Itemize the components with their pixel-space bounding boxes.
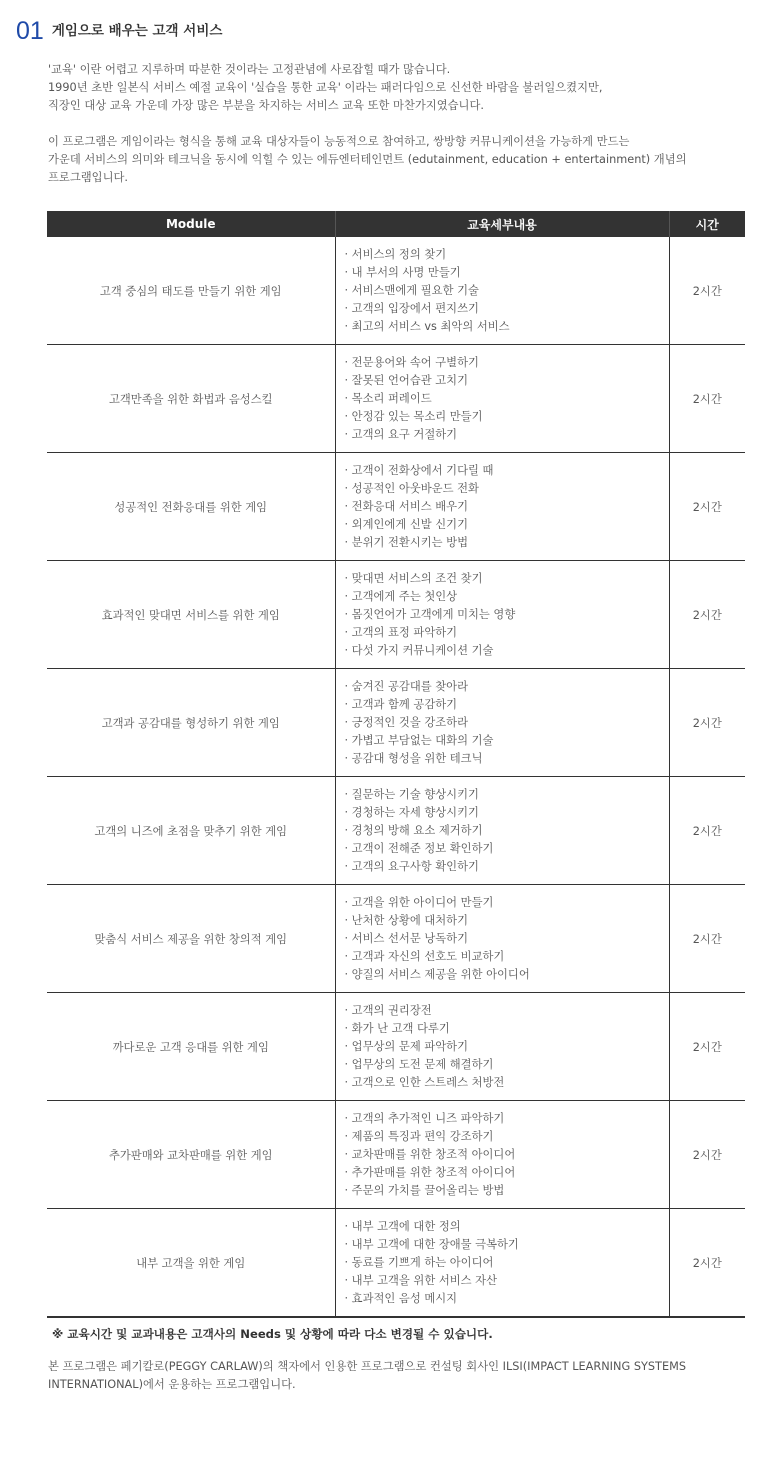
- detail-item: · 주문의 가치를 끌어올리는 방법: [344, 1183, 505, 1197]
- intro-line: 직장인 대상 교육 가운데 가장 많은 부분을 차지하는 서비스 교육 또한 마찬가지였습니다.: [48, 99, 484, 112]
- header-detail: 교육세부내용: [335, 211, 669, 237]
- detail-item: · 효과적인 음성 메시지: [344, 1291, 458, 1305]
- detail-item: · 추가판매를 위한 창조적 아이디어: [344, 1165, 516, 1179]
- detail-item: · 고객이 전화상에서 기다릴 때: [344, 463, 494, 477]
- detail-item: · 동료를 기쁘게 하는 아이디어: [344, 1255, 494, 1269]
- source-line: INTERNATIONAL)에서 운용하는 프로그램입니다.: [48, 1378, 296, 1391]
- detail-cell: [335, 1101, 669, 1209]
- detail-item: · 내부 고객에 대한 정의: [344, 1219, 461, 1233]
- intro-text: [48, 61, 748, 187]
- detail-item: · 교차판매를 위한 창조적 아이디어: [344, 1147, 516, 1161]
- detail-item: · 고객과 함께 공감하기: [344, 697, 458, 711]
- table-row: [47, 669, 745, 777]
- detail-item: · 서비스맨에게 필요한 기술: [344, 283, 479, 297]
- detail-item: · 내부 고객에 대한 장애물 극복하기: [344, 1237, 519, 1251]
- time-cell: 2시간: [669, 993, 745, 1101]
- module-cell: 맞춤식 서비스 제공을 위한 창의적 게임: [47, 885, 335, 993]
- module-cell: 추가판매와 교차판매를 위한 게임: [47, 1101, 335, 1209]
- module-cell: 까다로운 고객 응대를 위한 게임: [47, 993, 335, 1101]
- detail-item: · 제품의 특징과 편익 강조하기: [344, 1129, 494, 1143]
- detail-item: · 고객으로 인한 스트레스 처방전: [344, 1075, 505, 1089]
- table-row: [47, 345, 745, 453]
- detail-item: · 목소리 퍼레이드: [344, 391, 432, 405]
- detail-item: · 고객의 표정 파악하기: [344, 625, 458, 639]
- detail-item: · 가볍고 부담없는 대화의 기술: [344, 733, 494, 747]
- detail-item: · 잘못된 언어습관 고치기: [344, 373, 468, 387]
- module-cell: 고객의 니즈에 초점을 맞추기 위한 게임: [47, 777, 335, 885]
- detail-item: · 업무상의 도전 문제 해결하기: [344, 1057, 494, 1071]
- intro-line: 프로그램입니다.: [48, 171, 128, 184]
- header-time: 시간: [669, 211, 745, 237]
- detail-item: · 고객과 자신의 선호도 비교하기: [344, 949, 505, 963]
- time-cell: 2시간: [669, 453, 745, 561]
- note-text: ※ 교육시간 및 교과내용은 고객사의 Needs 및 상황에 따라 다소 변경될 수 있습니다.: [52, 1327, 493, 1341]
- header-module: Module: [47, 211, 335, 237]
- intro-line: 1990년 초반 일본식 서비스 예절 교육이 '실습을 통한 교육' 이라는 패러다임으로 신선한 바람을 불러일으켰지만,: [48, 81, 603, 94]
- detail-item: · 분위기 전환시키는 방법: [344, 535, 468, 549]
- detail-item: · 고객이 전해준 정보 확인하기: [344, 841, 494, 855]
- table-row: [47, 993, 745, 1101]
- detail-item: · 고객의 입장에서 편지쓰기: [344, 301, 479, 315]
- detail-item: · 고객의 권리장전: [344, 1003, 432, 1017]
- detail-item: · 서비스의 정의 찾기: [344, 247, 447, 261]
- detail-item: · 긍정적인 것을 강조하라: [344, 715, 468, 729]
- table-row: [47, 453, 745, 561]
- program-table: [47, 211, 745, 1318]
- detail-item: · 전화응대 서비스 배우기: [344, 499, 468, 513]
- detail-item: · 업무상의 문제 파악하기: [344, 1039, 468, 1053]
- detail-item: · 고객의 요구사항 확인하기: [344, 859, 479, 873]
- detail-item: · 공감대 형성을 위한 테크닉: [344, 751, 483, 765]
- detail-cell: [335, 885, 669, 993]
- intro-line: 가운데 서비스의 의미와 테크닉을 동시에 익힐 수 있는 에듀엔터테인먼트 (edutainment, education + entertainment) 개념의: [48, 153, 687, 166]
- time-cell: 2시간: [669, 669, 745, 777]
- detail-item: · 맞대면 서비스의 조건 찾기: [344, 571, 483, 585]
- module-cell: 성공적인 전화응대를 위한 게임: [47, 453, 335, 561]
- table-row: [47, 1101, 745, 1209]
- time-cell: 2시간: [669, 885, 745, 993]
- detail-cell: [335, 453, 669, 561]
- detail-item: · 고객을 위한 아이디어 만들기: [344, 895, 494, 909]
- detail-item: · 고객의 요구 거절하기: [344, 427, 458, 441]
- detail-item: · 질문하는 기술 향상시키기: [344, 787, 479, 801]
- section-title: 게임으로 배우는 고객 서비스: [51, 23, 223, 39]
- detail-item: · 경청의 방해 요소 제거하기: [344, 823, 483, 837]
- time-cell: 2시간: [669, 345, 745, 453]
- detail-item: · 전문용어와 속어 구별하기: [344, 355, 479, 369]
- module-cell: 효과적인 맞대면 서비스를 위한 게임: [47, 561, 335, 669]
- module-cell: 고객만족을 위한 화법과 음성스킬: [47, 345, 335, 453]
- module-cell: 고객과 공감대를 형성하기 위한 게임: [47, 669, 335, 777]
- table-row: [47, 1209, 745, 1318]
- detail-item: · 안정감 있는 목소리 만들기: [344, 409, 483, 423]
- module-cell: 내부 고객을 위한 게임: [47, 1209, 335, 1318]
- detail-item: · 몸짓언어가 고객에게 미치는 영향: [344, 607, 516, 621]
- table-row: [47, 885, 745, 993]
- source-text: [48, 1358, 748, 1394]
- time-cell: 2시간: [669, 237, 745, 345]
- detail-cell: [335, 237, 669, 345]
- detail-item: · 난처한 상황에 대처하기: [344, 913, 468, 927]
- detail-cell: [335, 777, 669, 885]
- detail-cell: [335, 993, 669, 1101]
- detail-item: · 내 부서의 사명 만들기: [344, 265, 461, 279]
- detail-cell: [335, 561, 669, 669]
- detail-item: · 외계인에게 신발 신기기: [344, 517, 468, 531]
- time-cell: 2시간: [669, 777, 745, 885]
- time-cell: 2시간: [669, 1101, 745, 1209]
- detail-item: · 고객에게 주는 첫인상: [344, 589, 458, 603]
- detail-item: · 최고의 서비스 vs 최악의 서비스: [344, 319, 510, 333]
- detail-item: · 양질의 서비스 제공을 위한 아이디어: [344, 967, 530, 981]
- source-line: 본 프로그램은 페기칼로(PEGGY CARLAW)의 책자에서 인용한 프로그램으로 컨설팅 회사인 ILSI(IMPACT LEARNING SYSTEMS: [48, 1360, 687, 1373]
- table-header-row: [47, 211, 745, 237]
- table-row: [47, 777, 745, 885]
- section-number: 01: [16, 17, 44, 45]
- detail-item: · 고객의 추가적인 니즈 파악하기: [344, 1111, 505, 1125]
- detail-item: · 경청하는 자세 향상시키기: [344, 805, 479, 819]
- detail-item: · 서비스 선서문 낭독하기: [344, 931, 468, 945]
- intro-line: 이 프로그램은 게임이라는 형식을 통해 교육 대상자들이 능동적으로 참여하고, 쌍방향 커뮤니케이션을 가능하게 만드는: [48, 135, 630, 148]
- intro-line: '교육' 이란 어렵고 지루하며 따분한 것이라는 고정관념에 사로잡힐 때가 많습니다.: [48, 63, 451, 76]
- detail-item: · 성공적인 아웃바운드 전화: [344, 481, 479, 495]
- time-cell: 2시간: [669, 1209, 745, 1318]
- table-row: [47, 561, 745, 669]
- detail-cell: [335, 669, 669, 777]
- detail-cell: [335, 1209, 669, 1318]
- detail-item: · 내부 고객을 위한 서비스 자산: [344, 1273, 498, 1287]
- detail-item: · 화가 난 고객 다루기: [344, 1021, 450, 1035]
- detail-item: · 숨겨진 공감대를 찾아라: [344, 679, 468, 693]
- module-cell: 고객 중심의 태도를 만들기 위한 게임: [47, 237, 335, 345]
- time-cell: 2시간: [669, 561, 745, 669]
- detail-cell: [335, 345, 669, 453]
- detail-item: · 다섯 가지 커뮤니케이션 기술: [344, 643, 494, 657]
- section-header: [16, 16, 222, 46]
- table-row: [47, 237, 745, 345]
